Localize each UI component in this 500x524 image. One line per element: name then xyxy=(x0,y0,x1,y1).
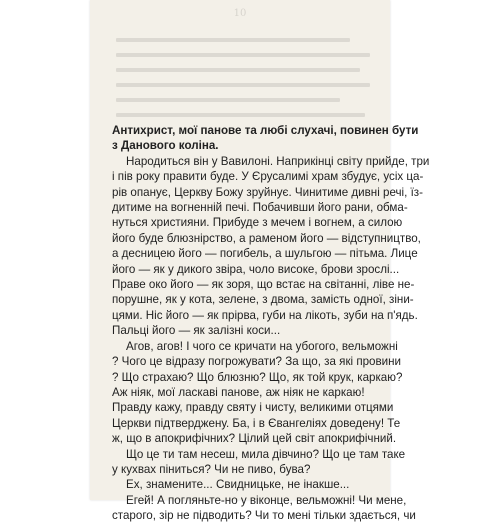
heading-line: з Данового коліна. xyxy=(112,139,219,153)
page-number: 10 xyxy=(233,8,247,19)
text-line: а десницею його — погибель, а шульгою — пітьма. Лице xyxy=(112,247,418,261)
text-line: його — як у дикого звіра, чоло високе, брови зрослі... xyxy=(112,262,400,276)
text-line: дитиме на вогненній печі. Побачивши його рани, обма- xyxy=(112,201,408,215)
text-line: Праве око його — як зоря, що встає на світанні, ліве не- xyxy=(112,278,415,292)
text-line: рів опанує, Церкву Божу зруйнує. Чинитиме дивні речі, їз- xyxy=(112,185,423,199)
text-line: Аж ніяк, мої ласкаві панове, аж ніяк не каркаю! xyxy=(112,385,365,399)
text-line: Агов, агов! І чого се кричати на убогого, вельможні xyxy=(126,339,398,353)
text-line: порушне, як у кота, зелене, з двома, замість одної, зіни- xyxy=(112,293,414,307)
text-line: ж, що в апокрифічних? Цілий цей світ апокрифічний. xyxy=(112,432,397,446)
text-line: його буде блюзнірство, а раменом його — відступництво, xyxy=(112,231,421,245)
book-page xyxy=(90,0,430,523)
text-line: і пів року правити буде. У Єрусалимі храм збудує, усіх ца- xyxy=(112,170,424,184)
text-line: старого, зір не підводить? Чи то мені тільки здається, чи xyxy=(112,509,416,523)
heading-line: Антихрист, мої панове та любі слухачі, повинен бути xyxy=(112,124,419,137)
show-through-text xyxy=(116,38,370,128)
text-line: ? Чого це відразу погрожувати? За що, за які провини xyxy=(112,355,402,369)
text-line: Пальці його — як залізні коси... xyxy=(112,324,281,338)
text-line: Ех, знамените... Свидницьке, не інакше... xyxy=(126,478,350,492)
text-line: ? Що страхаю? Що блюзню? Що, як той крук, каркаю? xyxy=(112,370,403,384)
text-line: Народиться він у Вавилоні. Наприкінці світу прийде, три xyxy=(126,154,430,168)
text-line: Егей! А погляньте-но у віконце, вельможні! Чи мене, xyxy=(126,493,407,507)
text-line: у кухвах піниться? Чи не пиво, бува? xyxy=(112,462,311,476)
text-line: Правду кажу, правду святу і чисту, великими отцями xyxy=(112,401,394,415)
text-line: цями. Ніс його — як прірва, губи на лікоть, зуби на п'ядь. xyxy=(112,308,418,322)
text-line: Що це ти там несеш, мила дівчино? Що це там таке xyxy=(126,447,406,461)
text-line: Церкви підтверджену. Ба, і в Євангеліях доведену! Те xyxy=(112,416,401,430)
page-text xyxy=(112,123,430,524)
text-line: нуться християни. Прибуде з мечем і вогнем, а силою xyxy=(112,216,403,230)
